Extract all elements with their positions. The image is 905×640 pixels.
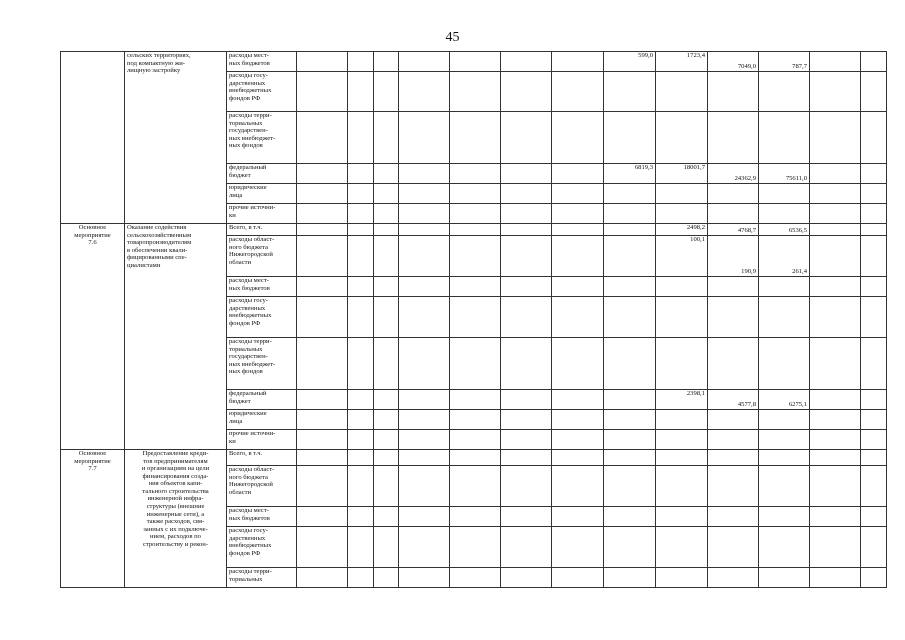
value-cell: [604, 184, 656, 204]
value-cell: [810, 410, 861, 430]
funding-source-label: федеральный бюджет: [227, 164, 297, 184]
value-cell: [348, 52, 374, 72]
value-cell: [552, 527, 604, 568]
value-cell: [374, 224, 399, 236]
value-cell: [708, 527, 759, 568]
value-cell: [297, 184, 348, 204]
value-cell: [348, 568, 374, 588]
value-cell: [708, 277, 759, 297]
value-cell: [501, 466, 552, 507]
value-cell: [759, 277, 810, 297]
value-cell: [450, 430, 501, 450]
value-cell: [297, 52, 348, 72]
value-cell: [399, 112, 450, 164]
value-cell: [348, 164, 374, 184]
value-cell: [759, 204, 810, 224]
value-cell: 2498,2: [656, 224, 708, 236]
value-cell: 1723,4: [656, 52, 708, 72]
value-cell: 2398,1: [656, 390, 708, 410]
value-cell: [450, 204, 501, 224]
value-cell: [374, 410, 399, 430]
value-cell: [374, 390, 399, 410]
value-cell: [604, 72, 656, 112]
value-cell: [374, 204, 399, 224]
value-cell: [399, 224, 450, 236]
value-cell: [297, 466, 348, 507]
value-cell: [552, 568, 604, 588]
value-cell: [656, 568, 708, 588]
value-cell: [399, 184, 450, 204]
value-cell: [708, 338, 759, 390]
value-cell: [374, 430, 399, 450]
value-cell: [297, 297, 348, 338]
value-cell: [552, 277, 604, 297]
value-cell: [450, 338, 501, 390]
value-cell: [861, 277, 887, 297]
value-cell: [708, 568, 759, 588]
funding-source-label: расходы област- ного бюджета Нижегородской области: [227, 236, 297, 277]
value-cell: [708, 450, 759, 466]
value-cell: [656, 297, 708, 338]
value-cell: [604, 236, 656, 277]
value-cell: [450, 297, 501, 338]
table-row: [61, 224, 887, 236]
value-cell: [810, 450, 861, 466]
value-cell: [861, 430, 887, 450]
value-cell: [501, 450, 552, 466]
value-cell: [450, 72, 501, 112]
value-cell: [399, 568, 450, 588]
value-cell: [861, 450, 887, 466]
value-cell: [450, 568, 501, 588]
value-cell: [861, 72, 887, 112]
value-cell: [348, 297, 374, 338]
value-cell: [656, 450, 708, 466]
measure-cell: [61, 52, 125, 224]
value-cell: [604, 507, 656, 527]
value-cell: [450, 390, 501, 410]
value-cell: [297, 338, 348, 390]
value-cell: [297, 236, 348, 277]
value-cell: [604, 430, 656, 450]
funding-source-label: прочие источни- ки: [227, 430, 297, 450]
value-cell: [450, 507, 501, 527]
value-cell: [861, 466, 887, 507]
value-cell: [399, 236, 450, 277]
funding-source-label: расходы терри- ториальных государствен- ных внебюджет- ных фондов: [227, 338, 297, 390]
value-cell: [604, 568, 656, 588]
value-cell: 261,4: [759, 236, 810, 277]
value-cell: [297, 430, 348, 450]
value-cell: [759, 410, 810, 430]
value-cell: [297, 450, 348, 466]
value-cell: [759, 72, 810, 112]
value-cell: [810, 568, 861, 588]
value-cell: [552, 390, 604, 410]
value-cell: [708, 507, 759, 527]
value-cell: [552, 338, 604, 390]
value-cell: [399, 204, 450, 224]
value-cell: [450, 277, 501, 297]
value-cell: [810, 277, 861, 297]
value-cell: [552, 450, 604, 466]
value-cell: [656, 338, 708, 390]
value-cell: [810, 224, 861, 236]
value-cell: [708, 297, 759, 338]
value-cell: [374, 52, 399, 72]
value-cell: [374, 338, 399, 390]
value-cell: [374, 527, 399, 568]
value-cell: [450, 450, 501, 466]
value-cell: [348, 112, 374, 164]
value-cell: [399, 410, 450, 430]
value-cell: [399, 164, 450, 184]
value-cell: [604, 112, 656, 164]
value-cell: [708, 466, 759, 507]
value-cell: [656, 277, 708, 297]
value-cell: [656, 112, 708, 164]
value-cell: [374, 72, 399, 112]
value-cell: [708, 430, 759, 450]
value-cell: [759, 338, 810, 390]
value-cell: [501, 72, 552, 112]
value-cell: [399, 507, 450, 527]
value-cell: [810, 184, 861, 204]
value-cell: [348, 430, 374, 450]
value-cell: [348, 338, 374, 390]
value-cell: [759, 507, 810, 527]
value-cell: [656, 430, 708, 450]
funding-source-label: Всего, в т.ч.: [227, 224, 297, 236]
value-cell: [810, 72, 861, 112]
value-cell: [810, 236, 861, 277]
value-cell: [708, 184, 759, 204]
value-cell: [501, 204, 552, 224]
value-cell: 787,7: [759, 52, 810, 72]
budget-table: [60, 51, 887, 588]
value-cell: [348, 236, 374, 277]
value-cell: [297, 72, 348, 112]
value-cell: [656, 204, 708, 224]
value-cell: [861, 236, 887, 277]
value-cell: [810, 507, 861, 527]
value-cell: [708, 410, 759, 430]
value-cell: 75611,0: [759, 164, 810, 184]
value-cell: [399, 430, 450, 450]
value-cell: [399, 527, 450, 568]
value-cell: [297, 390, 348, 410]
value-cell: [348, 466, 374, 507]
table-row: [61, 52, 887, 72]
value-cell: [297, 277, 348, 297]
value-cell: [450, 527, 501, 568]
value-cell: [552, 466, 604, 507]
funding-source-label: прочие источни- ки: [227, 204, 297, 224]
value-cell: [861, 52, 887, 72]
value-cell: [374, 112, 399, 164]
funding-source-label: Всего, в т.ч.: [227, 450, 297, 466]
funding-source-label: расходы госу- дарственных внебюджетных фондов РФ: [227, 527, 297, 568]
value-cell: [450, 224, 501, 236]
value-cell: [399, 450, 450, 466]
value-cell: [297, 507, 348, 527]
value-cell: [759, 450, 810, 466]
value-cell: [399, 277, 450, 297]
value-cell: [501, 236, 552, 277]
value-cell: 6275,1: [759, 390, 810, 410]
value-cell: [656, 184, 708, 204]
funding-source-label: расходы област- ного бюджета Нижегородской области: [227, 466, 297, 507]
value-cell: [861, 568, 887, 588]
value-cell: [708, 72, 759, 112]
value-cell: [861, 527, 887, 568]
value-cell: [656, 527, 708, 568]
value-cell: [501, 430, 552, 450]
value-cell: [450, 164, 501, 184]
value-cell: [374, 184, 399, 204]
value-cell: [297, 204, 348, 224]
value-cell: [501, 297, 552, 338]
value-cell: [552, 507, 604, 527]
value-cell: [861, 410, 887, 430]
value-cell: [552, 184, 604, 204]
value-cell: [297, 112, 348, 164]
value-cell: [297, 568, 348, 588]
value-cell: [759, 527, 810, 568]
value-cell: 190,9: [708, 236, 759, 277]
value-cell: [604, 204, 656, 224]
value-cell: [656, 466, 708, 507]
value-cell: [399, 72, 450, 112]
value-cell: [297, 164, 348, 184]
value-cell: [450, 52, 501, 72]
value-cell: [399, 338, 450, 390]
funding-source-label: расходы госу- дарственных внебюджетных фондов РФ: [227, 72, 297, 112]
value-cell: [708, 204, 759, 224]
value-cell: [759, 430, 810, 450]
value-cell: [374, 568, 399, 588]
value-cell: [501, 164, 552, 184]
value-cell: [501, 410, 552, 430]
funding-source-label: расходы госу- дарственных внебюджетных фондов РФ: [227, 297, 297, 338]
value-cell: [374, 507, 399, 527]
value-cell: [759, 466, 810, 507]
value-cell: [374, 466, 399, 507]
value-cell: [297, 527, 348, 568]
value-cell: [348, 204, 374, 224]
value-cell: [552, 52, 604, 72]
value-cell: [604, 466, 656, 507]
value-cell: [552, 204, 604, 224]
value-cell: [861, 204, 887, 224]
value-cell: [552, 112, 604, 164]
value-cell: [501, 112, 552, 164]
funding-source-label: расходы мест- ных бюджетов: [227, 52, 297, 72]
value-cell: [501, 507, 552, 527]
value-cell: [348, 184, 374, 204]
value-cell: [810, 466, 861, 507]
value-cell: [759, 112, 810, 164]
value-cell: [810, 338, 861, 390]
value-cell: [552, 236, 604, 277]
value-cell: [861, 390, 887, 410]
value-cell: 4768,7: [708, 224, 759, 236]
funding-source-label: расходы терри- ториальных государствен- ных внебюджет- ных фондов: [227, 112, 297, 164]
value-cell: [810, 164, 861, 184]
value-cell: [348, 390, 374, 410]
value-cell: [604, 297, 656, 338]
value-cell: 4577,8: [708, 390, 759, 410]
funding-source-label: юридические лица: [227, 410, 297, 430]
value-cell: [810, 112, 861, 164]
value-cell: [759, 184, 810, 204]
value-cell: [399, 390, 450, 410]
value-cell: [501, 338, 552, 390]
value-cell: [861, 112, 887, 164]
value-cell: [297, 410, 348, 430]
value-cell: [374, 164, 399, 184]
value-cell: [604, 277, 656, 297]
funding-source-label: расходы мест- ных бюджетов: [227, 507, 297, 527]
value-cell: [552, 430, 604, 450]
value-cell: [861, 507, 887, 527]
value-cell: [810, 527, 861, 568]
value-cell: 18001,7: [656, 164, 708, 184]
funding-source-label: расходы терри- ториальных: [227, 568, 297, 588]
value-cell: [604, 224, 656, 236]
value-cell: [861, 338, 887, 390]
value-cell: [552, 297, 604, 338]
value-cell: [348, 72, 374, 112]
value-cell: [501, 277, 552, 297]
value-cell: [399, 466, 450, 507]
table-row: [61, 450, 887, 466]
value-cell: 24362,9: [708, 164, 759, 184]
value-cell: [501, 184, 552, 204]
value-cell: [604, 338, 656, 390]
value-cell: [348, 527, 374, 568]
value-cell: [861, 184, 887, 204]
value-cell: [374, 236, 399, 277]
value-cell: [656, 410, 708, 430]
value-cell: [861, 164, 887, 184]
value-cell: [399, 52, 450, 72]
value-cell: 7049,0: [708, 52, 759, 72]
value-cell: [450, 184, 501, 204]
value-cell: [501, 224, 552, 236]
value-cell: [810, 390, 861, 410]
measure-name-cell: Оказание содействия сельскохозяйственным товаропроизводителям в обеспечении квали- фицированными спе- циалистами: [125, 224, 227, 450]
value-cell: [501, 527, 552, 568]
value-cell: [861, 297, 887, 338]
value-cell: [759, 568, 810, 588]
value-cell: [501, 390, 552, 410]
value-cell: 599,0: [604, 52, 656, 72]
value-cell: [552, 164, 604, 184]
funding-source-label: федеральный бюджет: [227, 390, 297, 410]
value-cell: [759, 297, 810, 338]
value-cell: [810, 204, 861, 224]
value-cell: [374, 297, 399, 338]
value-cell: [552, 72, 604, 112]
value-cell: [604, 450, 656, 466]
value-cell: [810, 297, 861, 338]
value-cell: [348, 507, 374, 527]
value-cell: [810, 430, 861, 450]
value-cell: [297, 224, 348, 236]
value-cell: [450, 112, 501, 164]
value-cell: [348, 224, 374, 236]
value-cell: [708, 112, 759, 164]
value-cell: [399, 297, 450, 338]
value-cell: [450, 466, 501, 507]
value-cell: [348, 277, 374, 297]
value-cell: [374, 277, 399, 297]
funding-source-label: юридические лица: [227, 184, 297, 204]
value-cell: [604, 390, 656, 410]
measure-cell: Основное мероприятие 7.6: [61, 224, 125, 450]
value-cell: [348, 410, 374, 430]
value-cell: [656, 72, 708, 112]
value-cell: [501, 568, 552, 588]
value-cell: [604, 410, 656, 430]
value-cell: [450, 236, 501, 277]
value-cell: 6536,5: [759, 224, 810, 236]
value-cell: [810, 52, 861, 72]
measure-name-cell: сельских территориях, под компактную жи- лищную застройку: [125, 52, 227, 224]
measure-cell: Основное мероприятие 7.7: [61, 450, 125, 588]
funding-source-label: расходы мест- ных бюджетов: [227, 277, 297, 297]
value-cell: [552, 224, 604, 236]
value-cell: [656, 507, 708, 527]
value-cell: [348, 450, 374, 466]
value-cell: [552, 410, 604, 430]
value-cell: [604, 527, 656, 568]
value-cell: 6819,3: [604, 164, 656, 184]
value-cell: [374, 450, 399, 466]
page-number: 45: [445, 30, 460, 45]
value-cell: [450, 410, 501, 430]
value-cell: [861, 224, 887, 236]
measure-name-cell: Предоставление креди- тов предпринимателям и организациям на цели финансирования созда- ния объектов капи- тального строительства инженерной инфра- структуры (внешние инженерные сети), а также расходов, свя- занных с их подключе- нием, расходов по строительству и рекон-: [125, 450, 227, 588]
value-cell: 100,1: [656, 236, 708, 277]
value-cell: [501, 52, 552, 72]
